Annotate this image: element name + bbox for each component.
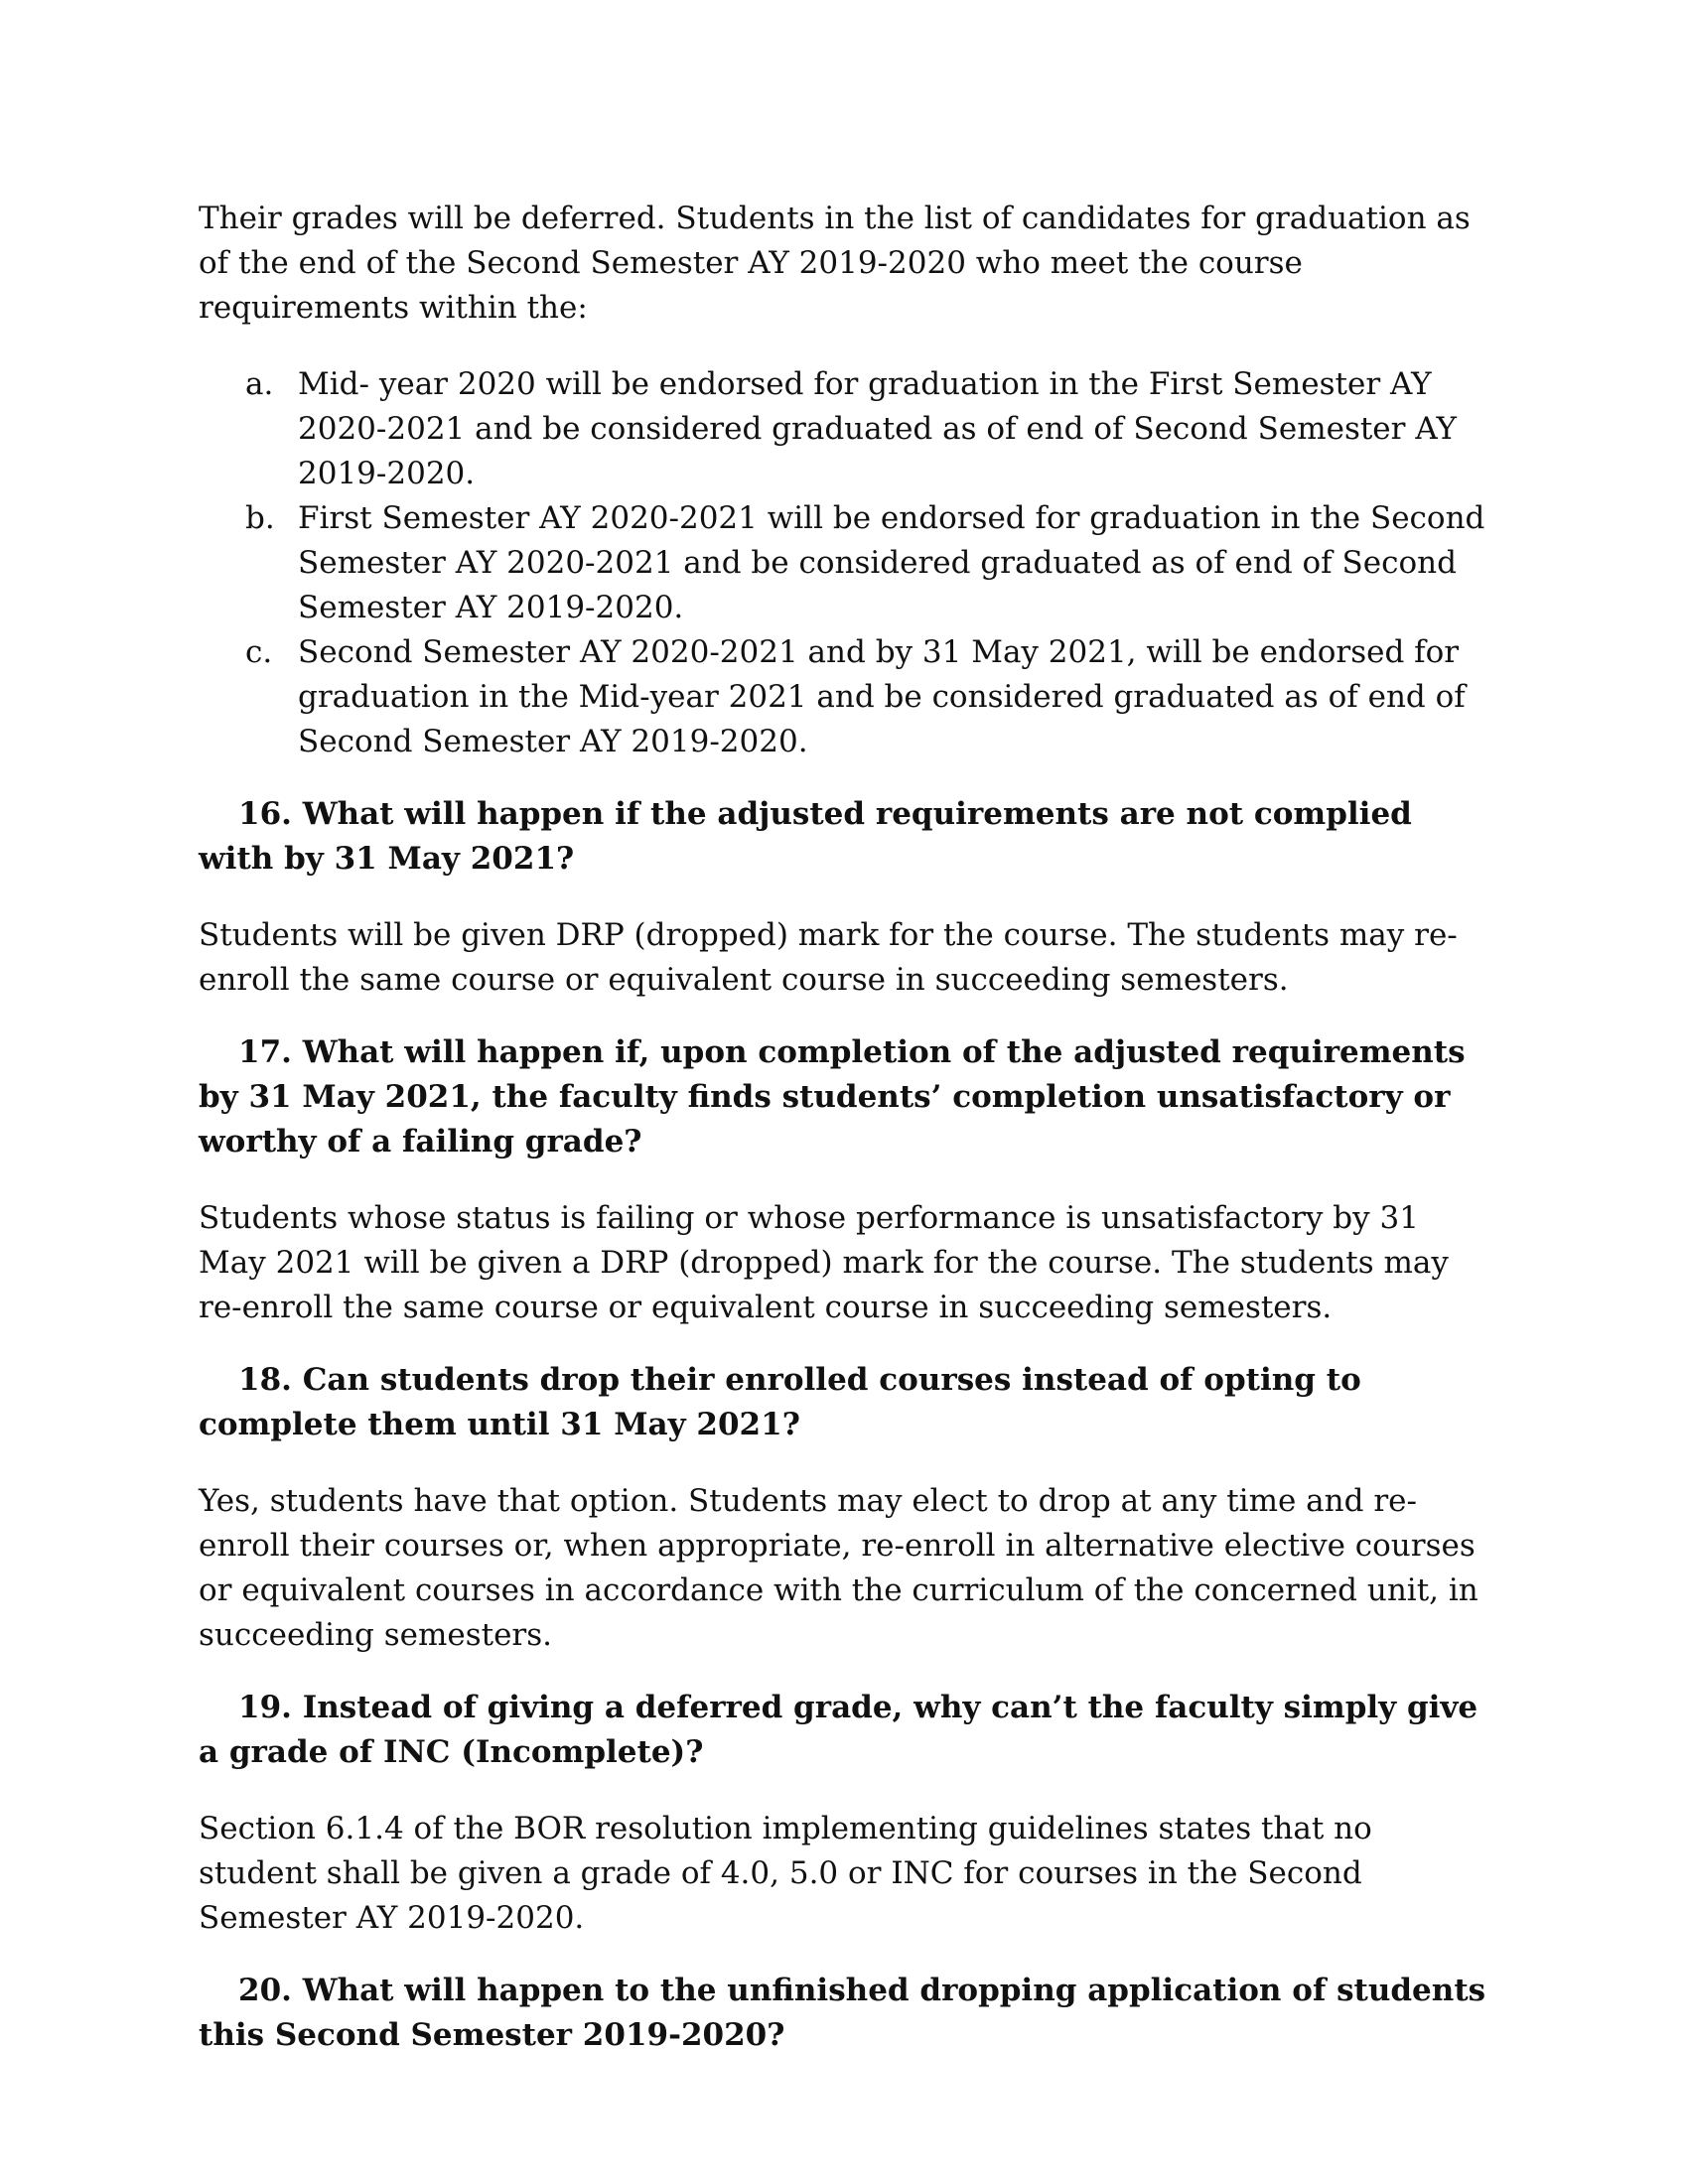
faq-answer-19: Section 6.1.4 of the BOR resolution implementing guidelines states that no student shall be given a grade of 4.0, 5.0 or INC for courses in the Second Semester AY 2019-2020.: [199, 1811, 1372, 1936]
faq-question-20: 20. What will happen to the unfinished dropping application of students this Second Semester 2019-2020?: [199, 1973, 1486, 2053]
faq-answer-17: Students whose status is failing or whose performance is unsatisfactory by 31 May 2021 will be given a DRP (dropped) mark for the course. The students may re-enroll the same course or equivalent course in succeeding semesters.: [199, 1200, 1449, 1325]
list-item-text: Second Semester AY 2020-2021 and by 31 May 2021, will be endorsed for graduation in the Mid-year 2021 and be considered graduated as of end of Second Semester AY 2019-2020.: [298, 634, 1466, 759]
list-item: [199, 496, 1489, 630]
document-page: [199, 197, 1489, 2058]
faq-answer-16: Students will be given DRP (dropped) mark for the course. The students may re-enroll the same course or equivalent course in succeeding semesters.: [199, 917, 1458, 998]
list-item-text: First Semester AY 2020-2021 will be endorsed for graduation in the Second Semester AY 2020-2021 and be considered graduated as of end of Second Semester AY 2019-2020.: [298, 500, 1485, 625]
faq-question-17: 17. What will happen if, upon completion of the adjusted requirements by 31 May 2021, the faculty finds students’ completion unsatisfactory or worthy of a failing grade?: [199, 1034, 1466, 1160]
faq-question-18: 18. Can students drop their enrolled courses instead of opting to complete them until 31 May 2021?: [199, 1362, 1361, 1442]
list-marker: c.: [245, 634, 273, 670]
list-marker: b.: [245, 500, 275, 536]
list-item-text: Mid- year 2020 will be endorsed for graduation in the First Semester AY 2020-2021 and be considered graduated as of end of Second Semester AY 2019-2020.: [298, 366, 1457, 491]
list-marker: a.: [245, 366, 274, 402]
faq-question-19: 19. Instead of giving a deferred grade, why can’t the faculty simply give a grade of INC (Incomplete)?: [199, 1690, 1478, 1770]
intro-paragraph: Their grades will be deferred. Students in the list of candidates for graduation as of the end of the Second Semester AY 2019-2020 who meet the course requirements within the:: [199, 201, 1471, 326]
faq-question-16: 16. What will happen if the adjusted requirements are not complied with by 31 May 2021?: [199, 796, 1412, 877]
faq-answer-18: Yes, students have that option. Students may elect to drop at any time and re-enroll their courses or, when appropriate, re-enroll in alternative elective courses or equivalent courses in accordance with the curriculum of the concerned unit, in succeeding semesters.: [199, 1483, 1478, 1653]
graduation-list: [199, 362, 1489, 764]
list-item: [199, 630, 1489, 764]
list-item: [199, 362, 1489, 496]
